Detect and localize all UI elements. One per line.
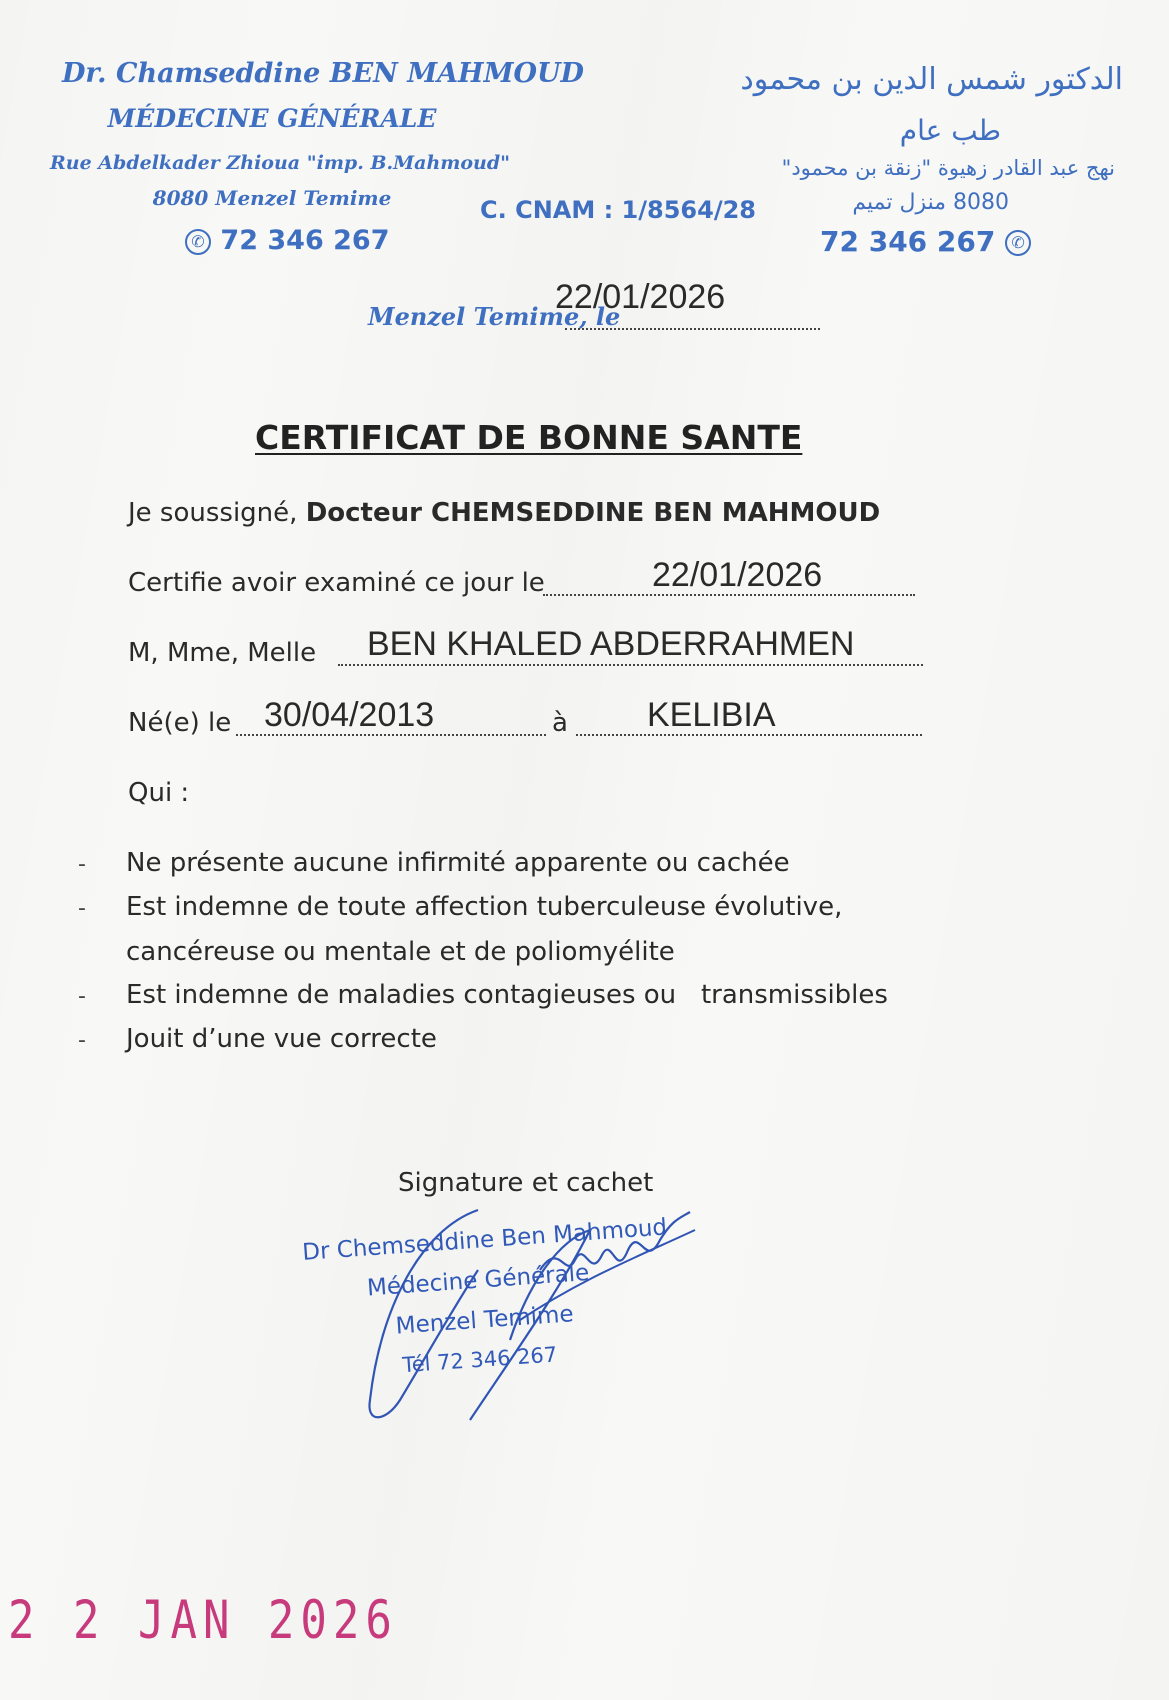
phone-right [820, 225, 1031, 258]
address-line-2: 8080 Menzel Temime [152, 186, 392, 210]
doctor-name-ar: الدكتور شمس الدين بن محمود [740, 62, 1123, 97]
signature-label: Signature et cachet [398, 1168, 654, 1198]
birth-place-value: KELIBIA [647, 696, 776, 734]
address-line-2-ar: 8080 منزل تميم [852, 190, 1009, 215]
date-received-stamp: 2 2 JAN 2026 [8, 1590, 398, 1652]
specialty: MÉDECINE GÉNÉRALE [107, 104, 437, 133]
phone-left-number: 72 346 267 [220, 225, 390, 256]
bullet-4: - [78, 1028, 86, 1053]
qui-label: Qui : [128, 778, 190, 808]
stamp-line-3: Menzel Temime [394, 1301, 575, 1340]
place-date-value: 22/01/2026 [555, 278, 726, 316]
birth-label: Né(e) le [128, 708, 232, 738]
cnam-number: C. CNAM : 1/8564/28 [480, 196, 756, 224]
handwritten-signature [360, 1200, 700, 1430]
condition-item-4: Jouit d’une vue correcte [126, 1024, 437, 1054]
birth-place-label: à [552, 708, 568, 738]
phone-right-number: 72 346 267 [820, 225, 996, 258]
phone-left [185, 225, 390, 256]
phone-icon: ✆ [1005, 230, 1031, 256]
condition-item-2: Est indemne de toute affection tuberculeuse évolutive, [126, 892, 843, 922]
exam-date-value: 22/01/2026 [652, 556, 823, 594]
patient-name-value: BEN KHALED ABDERRAHMEN [367, 625, 855, 663]
bullet-3: - [78, 984, 86, 1009]
patient-label: M, Mme, Melle [128, 638, 317, 668]
stamp-line-4: Tél 72 346 267 [401, 1342, 558, 1378]
intro-line [128, 498, 880, 528]
stamp-line-1: Dr Chemseddine Ben Mahmoud [301, 1214, 668, 1266]
condition-item-2-cont: cancéreuse ou mentale et de poliomyélite [126, 937, 675, 967]
address-line-1: Rue Abdelkader Zhioua "imp. B.Mahmoud" [50, 152, 511, 174]
patient-name-dots [338, 664, 923, 666]
address-line-1-ar: نهج عبد القادر زهيوة "زنقة بن محمود" [781, 156, 1115, 180]
stamp-line-2: Médecine Générale [366, 1259, 591, 1302]
birth-date-value: 30/04/2013 [264, 696, 435, 734]
condition-item-1: Ne présente aucune infirmité apparente ou cachée [126, 848, 790, 878]
specialty-ar: طب عام [899, 114, 1001, 147]
intro-doctor: Docteur CHEMSEDDINE BEN MAHMOUD [305, 498, 881, 528]
bullet-2: - [78, 896, 86, 921]
condition-item-3: Est indemne de maladies contagieuses ou transmissibles [126, 980, 888, 1010]
phone-icon: ✆ [185, 229, 211, 255]
place-date-label: Menzel Temime, le [368, 302, 621, 331]
bullet-1: - [78, 852, 86, 877]
intro-prefix: Je soussigné, [128, 498, 298, 528]
place-date-dots [565, 328, 820, 330]
doctor-name: Dr. Chamseddine BEN MAHMOUD [62, 58, 584, 89]
certificate-title: CERTIFICAT DE BONNE SANTE [255, 418, 803, 457]
exam-label: Certifie avoir examiné ce jour le [128, 568, 545, 598]
